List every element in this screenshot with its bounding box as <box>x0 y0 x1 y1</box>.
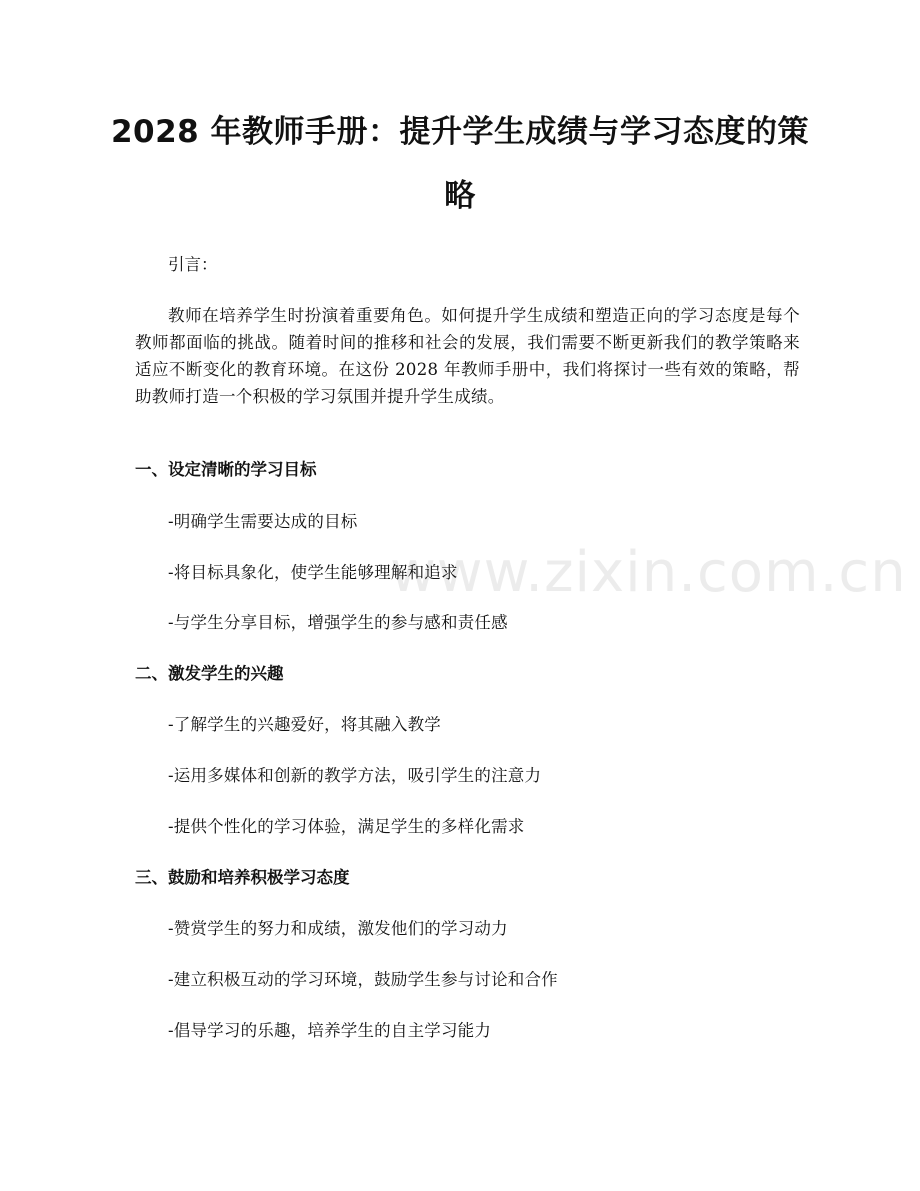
list-item: -将目标具象化，使学生能够理解和追求 <box>168 563 458 582</box>
list-item: -了解学生的兴趣爱好，将其融入教学 <box>168 715 441 734</box>
list-item: -赞赏学生的努力和成绩，激发他们的学习动力 <box>168 919 508 938</box>
list-item: -建立积极互动的学习环境，鼓励学生参与讨论和合作 <box>168 970 558 989</box>
section-heading-interest: 二、激发学生的兴趣 <box>135 664 284 683</box>
watermark-text: www.zixin.com.cn <box>390 540 907 605</box>
list-item: -明确学生需要达成的目标 <box>168 512 358 531</box>
intro-label: 引言： <box>168 255 218 274</box>
section-heading-attitude: 三、鼓励和培养积极学习态度 <box>135 868 350 887</box>
list-item: -提供个性化的学习体验，满足学生的多样化需求 <box>168 817 525 836</box>
list-item: -运用多媒体和创新的教学方法，吸引学生的注意力 <box>168 766 542 785</box>
section-heading-goals: 一、设定清晰的学习目标 <box>135 460 317 479</box>
list-item: -倡导学习的乐趣，培养学生的自主学习能力 <box>168 1021 492 1040</box>
document-title: 2028 年教师手册：提升学生成绩与学习态度的策略 <box>110 114 810 214</box>
intro-paragraph: 教师在培养学生时扮演着重要角色。如何提升学生成绩和塑造正向的学习态度是每个教师都面临的挑战。随着时间的推移和社会的发展，我们需要不断更新我们的教学策略来适应不断变化的教育环境。在这份 2028 年教师手册中，我们将探讨一些有效的策略，帮助教师打造一个积极的学习氛围并提升学生成绩。 <box>135 306 800 406</box>
list-item: -与学生分享目标，增强学生的参与感和责任感 <box>168 613 508 632</box>
